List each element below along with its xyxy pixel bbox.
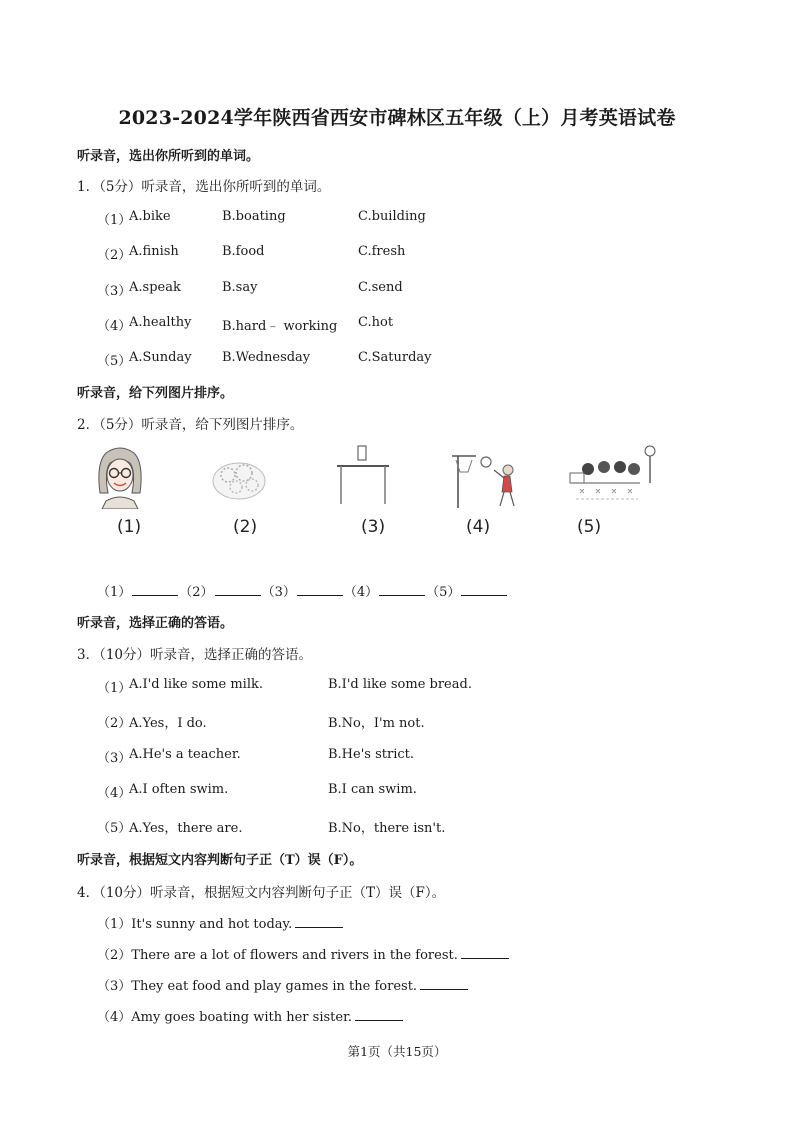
answer-blank-5[interactable] <box>461 583 507 596</box>
picture-label-4: (4) <box>466 517 491 537</box>
true-false-blank-2[interactable] <box>461 946 509 959</box>
basketball-picture <box>448 448 520 510</box>
question-1-heading: 1．（5分）听录音，选出你所听到的单词。 <box>77 179 331 195</box>
option-a: A.speak <box>129 280 181 295</box>
q4-item-1: （1）It's sunny and hot today. <box>97 913 344 932</box>
question-3-heading: 3．（10分）听录音，选择正确的答语。 <box>77 647 313 663</box>
exam-page: 2023-2024学年陕西省西安市碑林区五年级（上）月考英语试卷 听录音，选出你所听到的单词。 1．（5分）听录音，选出你所听到的单词。 （1） A.bike B.boating C.building （2） A.finish B.food C.fresh （3） A.speak B.say C.send （4） A.healthy B.hard﹣ working C.hot （5） A.Sunday B.Wednesday C.Saturday 听录音，给下列图片排序。 2．（5分）听录音，给下列图片排序。 (1) (2) (3) (4) (5) （1） （2） （3） （4） （5） 听录音，选择正确的答语。 3．（10分）听录音，选择正确的答语。 （1） A.I'd like some milk. B.I'd like some bread. （2） A.Yes，I do. B.No，I'm not. （3） A.He's a teacher. B.He's strict. （4） A.I often swim. B.I can swim. （5） A.Yes，there are. B.No，there isn't. 听录音，根据短文内容判断句子正（T）误（F）。 4．（10分）听录音，根据短文内容判断句子正（T）误（F）。 （1）It's sunny and hot today. （2）There are a lot of flowers and rivers in the forest. （3）They eat food and play games in the forest. （4）Amy goes boating with her sister. 第1页（共15页） <box>0 0 794 1123</box>
section-heading-3: 听录音，选择正确的答语。 <box>77 616 234 631</box>
question-4-heading: 4．（10分）听录音，根据短文内容判断句子正（T）误（F）。 <box>77 885 446 901</box>
table-picture <box>333 444 393 506</box>
option-a: A.healthy <box>129 315 192 330</box>
option-b: B.No，there isn't. <box>328 821 446 836</box>
picture-label-5: (5) <box>577 517 602 537</box>
option-b: B.hard﹣ working <box>222 319 338 334</box>
option-b: B.He's strict. <box>328 747 414 762</box>
section-heading-4: 听录音，根据短文内容判断句子正（T）误（F）。 <box>77 853 363 868</box>
option-b: B.food <box>222 244 265 259</box>
true-false-blank-1[interactable] <box>295 915 343 928</box>
page-title: 2023-2024学年陕西省西安市碑林区五年级（上）月考英语试卷 <box>118 107 676 129</box>
true-false-blank-3[interactable] <box>420 977 468 990</box>
option-b: B.Wednesday <box>222 350 311 365</box>
option-b: B.I can swim. <box>328 782 417 797</box>
girl-with-glasses-picture <box>92 443 148 509</box>
option-b: B.No，I'm not. <box>328 716 425 731</box>
option-b: B.say <box>222 280 258 295</box>
picture-label-2: (2) <box>233 517 258 537</box>
section-heading-2: 听录音，给下列图片排序。 <box>77 386 234 401</box>
q4-item-2: （2）There are a lot of flowers and rivers in the forest. <box>97 944 510 963</box>
answer-blank-2[interactable] <box>215 583 261 596</box>
option-c: C.building <box>358 209 426 224</box>
option-c: C.send <box>358 280 403 295</box>
option-c: C.hot <box>358 315 394 330</box>
option-c: C.Saturday <box>358 350 432 365</box>
answer-blank-1[interactable] <box>132 583 178 596</box>
option-a: A.Yes，there are. <box>129 821 243 836</box>
option-c: C.fresh <box>358 244 406 259</box>
picture-label-3: (3) <box>361 517 386 537</box>
option-a: A.He's a teacher. <box>129 747 241 762</box>
option-b: B.I'd like some bread. <box>328 677 472 692</box>
page-footer: 第1页（共15页） <box>347 1044 447 1059</box>
option-a: A.bike <box>129 209 171 224</box>
food-picture <box>210 455 268 503</box>
option-b: B.boating <box>222 209 286 224</box>
answer-blank-3[interactable] <box>297 583 343 596</box>
question-2-heading: 2．（5分）听录音，给下列图片排序。 <box>77 417 304 433</box>
option-a: A.I'd like some milk. <box>129 677 264 692</box>
option-a: A.Sunday <box>129 350 192 365</box>
classroom-picture <box>566 443 662 505</box>
picture-label-1: (1) <box>117 517 142 537</box>
option-a: A.I often swim. <box>129 782 229 797</box>
true-false-blank-4[interactable] <box>355 1008 403 1021</box>
option-a: A.Yes，I do. <box>129 716 207 731</box>
answer-blank-4[interactable] <box>379 583 425 596</box>
section-heading-1: 听录音，选出你所听到的单词。 <box>77 149 260 164</box>
option-a: A.finish <box>129 244 179 259</box>
q2-answer-blanks: （1） （2） （3） （4） （5） <box>97 581 508 600</box>
q4-item-4: （4）Amy goes boating with her sister. <box>97 1006 404 1025</box>
q4-item-3: （3）They eat food and play games in the forest. <box>97 975 469 994</box>
